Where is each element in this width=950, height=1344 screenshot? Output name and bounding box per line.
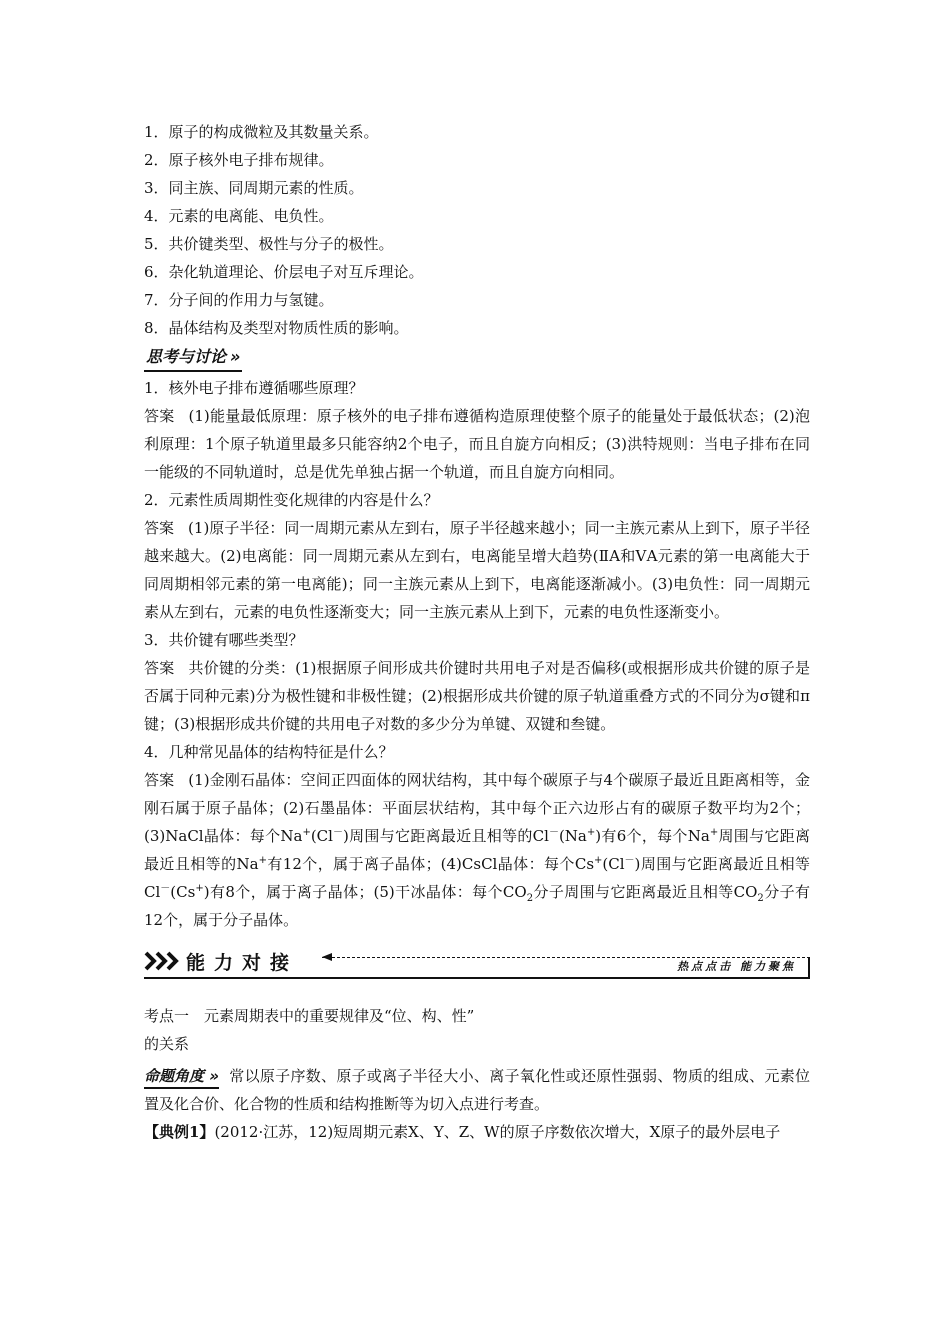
banner-title: 能力对接	[186, 952, 299, 974]
banner-base-rule	[144, 977, 810, 979]
example-text: (2012·江苏，12)短周期元素X、Y、Z、W的原子序数依次增大，X原子的最外层电子	[214, 1123, 781, 1141]
charge-sup: +	[709, 827, 719, 838]
triple-chevron-icon	[144, 950, 182, 972]
answer-4-part: 分子周围与它距离最近且相等CO	[533, 883, 758, 901]
answer-4-part: )周围与它距离最近且相等Cl	[144, 855, 810, 901]
question-angle-text: 常以原子序数、原子或离子半径大小、离子氧化性或还原性强弱、物质的组成、元素位置及化合价、化合物的性质和结构推断等为切入点进行考查。	[144, 1067, 810, 1113]
double-chevron-icon: »	[204, 1067, 219, 1085]
question-3: 3．共价键有哪些类型？	[144, 631, 304, 649]
subscript: 2	[757, 893, 764, 904]
answer-2	[144, 514, 810, 626]
answer-4-part: (Na	[558, 827, 587, 845]
topic-title-line-1: 考点一 元素周期表中的重要规律及“位、构、性”	[144, 1007, 475, 1025]
answer-4-text	[144, 771, 810, 929]
answer-1	[144, 402, 810, 486]
answer-3-text: 共价键的分类：(1)根据原子间形成共价键时共用电子对是否偏移(或根据形成共价键的原子是否属于同种元素)分为极性键和非极性键；(2)根据形成共价键的原子轨道重叠方式的不同分为σ键和π键；(3)根据形成共价键的共用电子对数的多少分为单键、双键和叁键。	[144, 659, 810, 733]
outline-item-3: 3．同主族、同周期元素的性质。	[144, 179, 364, 197]
outline-item-5: 5．共价键类型、极性与分子的极性。	[144, 235, 394, 253]
question-angle-label	[144, 1065, 219, 1089]
outline-item-8: 8．晶体结构及类型对物质性质的影响。	[144, 319, 409, 337]
answer-4-part: (1)金刚石晶体：空间正四面体的网状结构，其中每个碳原子与4个碳原子最近且距离相等，金刚石属于原子晶体；(2)石墨晶体：平面层状结构，其中每个正六边形占有的碳原子数平均为2个；(3)NaCl晶体：每个Na	[144, 771, 810, 845]
double-chevron-icon: »	[228, 344, 242, 372]
discussion-heading	[144, 344, 810, 374]
answer-4	[144, 766, 810, 934]
question-2: 2．元素性质周期性变化规律的内容是什么？	[144, 491, 439, 509]
outline-item-1: 1．原子的构成微粒及其数量关系。	[144, 123, 379, 141]
banner-end-bar	[808, 957, 810, 979]
banner-subtitle: 热点点击 能力聚焦	[677, 960, 796, 973]
outline-item-6: 6．杂化轨道理论、价层电子对互斥理论。	[144, 263, 424, 281]
charge-sup: +	[258, 855, 267, 866]
charge-sup: +	[594, 855, 603, 866]
answer-label: 答案	[144, 519, 175, 537]
discussion-heading-label: 思考与讨论	[144, 344, 228, 372]
charge-sup: －	[160, 883, 171, 894]
answer-4-part: )周围与它距离最近且相等的Cl	[342, 827, 549, 845]
question-angle-label-text: 命题角度	[144, 1067, 205, 1085]
outline-item-4: 4．元素的电离能、电负性。	[144, 207, 334, 225]
charge-sup: +	[302, 827, 311, 838]
answer-4-part: 周围与它距离最近且相等的Na	[144, 827, 810, 873]
answer-4-part: )有8个，属于离子晶体；(5)干冰晶体：每个CO	[203, 883, 527, 901]
answer-4-part: 有12个，属于离子晶体；(4)CsCl晶体：每个Cs	[266, 855, 595, 873]
answer-label: 答案	[144, 771, 175, 789]
example-label: 【典例1】	[144, 1123, 215, 1141]
charge-sup: －	[624, 855, 635, 866]
answer-2-text: (1)原子半径：同一周期元素从左到右，原子半径越来越小；同一主族元素从上到下，原子半径越来越大。(2)电离能：同一周期元素从左到右，电离能呈增大趋势(ⅡA和ⅤA元素的第一电离能大于同周期相邻元素的第一电离能)；同一主族元素从上到下，电离能逐渐减小。(3)电负性：同一周期元素从左到右，元素的电负性逐渐变大；同一主族元素从上到下，元素的电负性逐渐变小。	[144, 519, 810, 621]
answer-4-part: (Cl	[310, 827, 333, 845]
subscript: 2	[526, 893, 534, 904]
document-page	[144, 118, 810, 1146]
outline-item-7: 7．分子间的作用力与氢键。	[144, 291, 334, 309]
example-line	[144, 1118, 810, 1146]
charge-sup: +	[195, 883, 204, 894]
outline-list	[144, 118, 810, 342]
answer-label: 答案	[144, 407, 175, 425]
outline-item-2: 2．原子核外电子排布规律。	[144, 151, 334, 169]
answer-4-part: (Cl	[602, 855, 625, 873]
answer-4-part: (Cs	[170, 883, 196, 901]
charge-sup: －	[332, 827, 343, 838]
charge-sup: －	[548, 827, 559, 838]
answer-label: 答案	[144, 659, 175, 677]
answer-1-text: (1)能量最低原理：原子核外的电子排布遵循构造原理使整个原子的能量处于最低状态；(2)泡利原理：1个原子轨道里最多只能容纳2个电子，而且自旋方向相反；(3)洪特规则：当电子排布在同一能级的不同轨道时，总是优先单独占据一个轨道，而且自旋方向相同。	[144, 407, 810, 481]
answer-4-part: )有6个，每个Na	[595, 827, 710, 845]
answer-4-part: 分子有12个，属于分子晶体。	[144, 883, 810, 929]
charge-sup: +	[586, 827, 596, 838]
answer-3	[144, 654, 810, 738]
question-4: 4．几种常见晶体的结构特征是什么？	[144, 743, 394, 761]
question-1: 1．核外电子排布遵循哪些原理？	[144, 379, 364, 397]
question-angle	[144, 1062, 810, 1118]
topic-title-line-2: 的关系	[144, 1035, 190, 1053]
section-banner	[144, 944, 810, 988]
